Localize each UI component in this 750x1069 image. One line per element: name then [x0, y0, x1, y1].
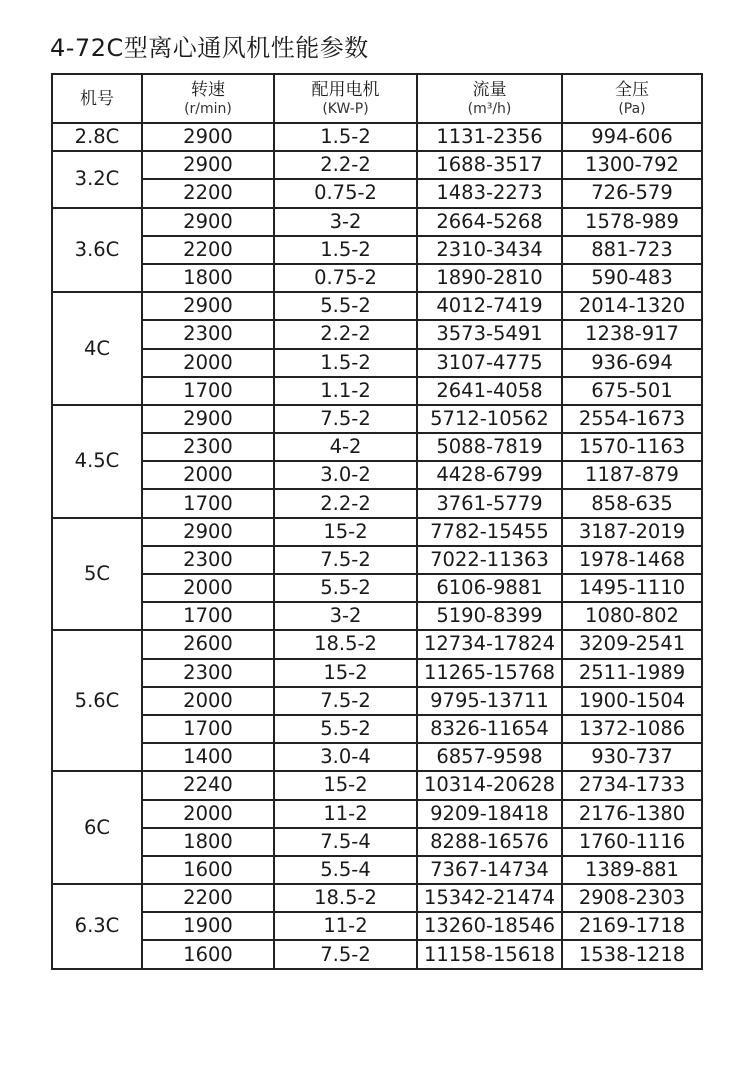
cell-speed: 1900 — [142, 912, 274, 940]
cell-model: 6.3C — [52, 884, 142, 969]
cell-pressure: 3187-2019 — [562, 518, 702, 546]
table-row — [52, 884, 702, 912]
cell-model: 3.2C — [52, 151, 142, 207]
cell-flow: 6106-9881 — [417, 574, 562, 602]
cell-motor: 11-2 — [274, 800, 417, 828]
header-model — [52, 74, 142, 123]
table-row — [52, 940, 702, 968]
header-motor-label: 配用电机 — [311, 79, 380, 100]
cell-flow: 5088-7819 — [417, 433, 562, 461]
table-row — [52, 659, 702, 687]
cell-motor: 3.0-2 — [274, 461, 417, 489]
cell-flow: 4012-7419 — [417, 292, 562, 320]
cell-flow: 8288-16576 — [417, 828, 562, 856]
cell-pressure: 2908-2303 — [562, 884, 702, 912]
table-row — [52, 433, 702, 461]
cell-pressure: 2169-1718 — [562, 912, 702, 940]
cell-pressure: 1187-879 — [562, 461, 702, 489]
cell-model: 4C — [52, 292, 142, 405]
cell-speed: 2900 — [142, 123, 274, 151]
cell-speed: 2300 — [142, 320, 274, 348]
cell-speed: 2200 — [142, 179, 274, 207]
cell-pressure: 2554-1673 — [562, 405, 702, 433]
header-pressure-label: 全压 — [615, 79, 649, 100]
cell-flow: 3573-5491 — [417, 320, 562, 348]
cell-model: 6C — [52, 771, 142, 884]
cell-flow: 1131-2356 — [417, 123, 562, 151]
cell-speed: 1600 — [142, 856, 274, 884]
cell-flow: 12734-17824 — [417, 630, 562, 658]
table-row — [52, 123, 702, 151]
cell-motor: 1.1-2 — [274, 377, 417, 405]
cell-pressure: 1570-1163 — [562, 433, 702, 461]
cell-model: 4.5C — [52, 405, 142, 518]
table-row — [52, 208, 702, 236]
cell-motor: 11-2 — [274, 912, 417, 940]
header-flow — [417, 74, 562, 123]
cell-flow: 4428-6799 — [417, 461, 562, 489]
table-row — [52, 377, 702, 405]
cell-pressure: 936-694 — [562, 349, 702, 377]
cell-speed: 2300 — [142, 546, 274, 574]
cell-speed: 2600 — [142, 630, 274, 658]
table-row — [52, 292, 702, 320]
cell-motor: 2.2-2 — [274, 151, 417, 179]
table-row — [52, 800, 702, 828]
table-row — [52, 349, 702, 377]
cell-model: 3.6C — [52, 208, 142, 293]
cell-pressure: 2176-1380 — [562, 800, 702, 828]
cell-motor: 18.5-2 — [274, 630, 417, 658]
cell-flow: 7782-15455 — [417, 518, 562, 546]
table-row — [52, 518, 702, 546]
cell-pressure: 994-606 — [562, 123, 702, 151]
cell-motor: 15-2 — [274, 771, 417, 799]
cell-flow: 11265-15768 — [417, 659, 562, 687]
cell-flow: 9209-18418 — [417, 800, 562, 828]
table-header-row — [52, 74, 702, 123]
header-flow-unit: (m³/h) — [467, 100, 512, 117]
cell-pressure: 2734-1733 — [562, 771, 702, 799]
cell-pressure: 1372-1086 — [562, 715, 702, 743]
cell-flow: 8326-11654 — [417, 715, 562, 743]
cell-speed: 2000 — [142, 461, 274, 489]
cell-flow: 2641-4058 — [417, 377, 562, 405]
table-row — [52, 602, 702, 630]
table-row — [52, 546, 702, 574]
cell-flow: 15342-21474 — [417, 884, 562, 912]
table-row — [52, 715, 702, 743]
cell-flow: 1688-3517 — [417, 151, 562, 179]
cell-speed: 1600 — [142, 940, 274, 968]
cell-pressure: 1238-917 — [562, 320, 702, 348]
cell-motor: 0.75-2 — [274, 264, 417, 292]
header-motor — [274, 74, 417, 123]
cell-motor: 1.5-2 — [274, 349, 417, 377]
cell-motor: 2.2-2 — [274, 489, 417, 517]
table-row — [52, 236, 702, 264]
cell-pressure: 881-723 — [562, 236, 702, 264]
cell-motor: 7.5-2 — [274, 687, 417, 715]
cell-speed: 2900 — [142, 292, 274, 320]
cell-flow: 10314-20628 — [417, 771, 562, 799]
header-flow-label: 流量 — [472, 79, 507, 100]
cell-pressure: 1978-1468 — [562, 546, 702, 574]
header-model-label: 机号 — [80, 88, 114, 109]
cell-motor: 3.0-4 — [274, 743, 417, 771]
cell-flow: 1890-2810 — [417, 264, 562, 292]
cell-flow: 5712-10562 — [417, 405, 562, 433]
header-speed-label: 转速 — [191, 79, 225, 100]
cell-motor: 5.5-2 — [274, 715, 417, 743]
cell-speed: 1700 — [142, 377, 274, 405]
table-row — [52, 405, 702, 433]
table-row — [52, 461, 702, 489]
cell-pressure: 2511-1989 — [562, 659, 702, 687]
table-row — [52, 743, 702, 771]
cell-flow: 7367-14734 — [417, 856, 562, 884]
table-row — [52, 687, 702, 715]
table-row — [52, 179, 702, 207]
cell-motor: 1.5-2 — [274, 236, 417, 264]
cell-model: 5.6C — [52, 630, 142, 771]
cell-pressure: 590-483 — [562, 264, 702, 292]
cell-motor: 5.5-4 — [274, 856, 417, 884]
cell-speed: 2300 — [142, 433, 274, 461]
cell-speed: 1700 — [142, 715, 274, 743]
cell-motor: 5.5-2 — [274, 292, 417, 320]
cell-motor: 7.5-4 — [274, 828, 417, 856]
cell-speed: 2240 — [142, 771, 274, 799]
cell-speed: 2000 — [142, 687, 274, 715]
cell-pressure: 1389-881 — [562, 856, 702, 884]
cell-pressure: 726-579 — [562, 179, 702, 207]
header-speed — [142, 74, 274, 123]
cell-flow: 3761-5779 — [417, 489, 562, 517]
cell-pressure: 1495-1110 — [562, 574, 702, 602]
performance-table — [51, 73, 703, 970]
cell-flow: 5190-8399 — [417, 602, 562, 630]
cell-flow: 9795-13711 — [417, 687, 562, 715]
cell-speed: 2900 — [142, 151, 274, 179]
cell-motor: 2.2-2 — [274, 320, 417, 348]
table-body — [52, 123, 702, 969]
header-motor-unit: (KW-P) — [322, 100, 369, 117]
cell-pressure: 1538-1218 — [562, 940, 702, 968]
cell-speed: 2000 — [142, 349, 274, 377]
cell-pressure: 858-635 — [562, 489, 702, 517]
page-title: 4-72C型离心通风机性能参数 — [50, 34, 369, 62]
cell-model: 5C — [52, 518, 142, 631]
cell-motor: 18.5-2 — [274, 884, 417, 912]
cell-speed: 2200 — [142, 236, 274, 264]
cell-speed: 2900 — [142, 208, 274, 236]
cell-pressure: 1900-1504 — [562, 687, 702, 715]
cell-motor: 7.5-2 — [274, 546, 417, 574]
cell-speed: 2200 — [142, 884, 274, 912]
cell-pressure: 1760-1116 — [562, 828, 702, 856]
cell-speed: 1700 — [142, 489, 274, 517]
cell-motor: 5.5-2 — [274, 574, 417, 602]
table-row — [52, 574, 702, 602]
cell-motor: 15-2 — [274, 659, 417, 687]
cell-motor: 4-2 — [274, 433, 417, 461]
cell-motor: 3-2 — [274, 208, 417, 236]
cell-speed: 2000 — [142, 800, 274, 828]
cell-speed: 2900 — [142, 405, 274, 433]
cell-flow: 3107-4775 — [417, 349, 562, 377]
cell-flow: 6857-9598 — [417, 743, 562, 771]
cell-speed: 2900 — [142, 518, 274, 546]
table-row — [52, 771, 702, 799]
cell-pressure: 675-501 — [562, 377, 702, 405]
cell-pressure: 1080-802 — [562, 602, 702, 630]
cell-motor: 15-2 — [274, 518, 417, 546]
header-pressure-unit: (Pa) — [618, 100, 646, 117]
cell-flow: 2664-5268 — [417, 208, 562, 236]
cell-flow: 11158-15618 — [417, 940, 562, 968]
cell-flow: 7022-11363 — [417, 546, 562, 574]
table-row — [52, 264, 702, 292]
cell-pressure: 1578-989 — [562, 208, 702, 236]
table-row — [52, 912, 702, 940]
table-row — [52, 151, 702, 179]
cell-flow: 2310-3434 — [417, 236, 562, 264]
cell-speed: 1800 — [142, 264, 274, 292]
cell-speed: 2300 — [142, 659, 274, 687]
cell-flow: 1483-2273 — [417, 179, 562, 207]
cell-flow: 13260-18546 — [417, 912, 562, 940]
cell-speed: 2000 — [142, 574, 274, 602]
cell-speed: 1700 — [142, 602, 274, 630]
table-row — [52, 856, 702, 884]
cell-motor: 7.5-2 — [274, 405, 417, 433]
table-row — [52, 489, 702, 517]
table-row — [52, 828, 702, 856]
cell-pressure: 1300-792 — [562, 151, 702, 179]
cell-pressure: 3209-2541 — [562, 630, 702, 658]
header-speed-unit: (r/min) — [184, 100, 232, 117]
cell-pressure: 2014-1320 — [562, 292, 702, 320]
cell-model: 2.8C — [52, 123, 142, 151]
cell-motor: 7.5-2 — [274, 940, 417, 968]
cell-speed: 1400 — [142, 743, 274, 771]
table-row — [52, 630, 702, 658]
table-row — [52, 320, 702, 348]
header-pressure — [562, 74, 702, 123]
cell-motor: 3-2 — [274, 602, 417, 630]
cell-motor: 0.75-2 — [274, 179, 417, 207]
cell-motor: 1.5-2 — [274, 123, 417, 151]
cell-speed: 1800 — [142, 828, 274, 856]
cell-pressure: 930-737 — [562, 743, 702, 771]
